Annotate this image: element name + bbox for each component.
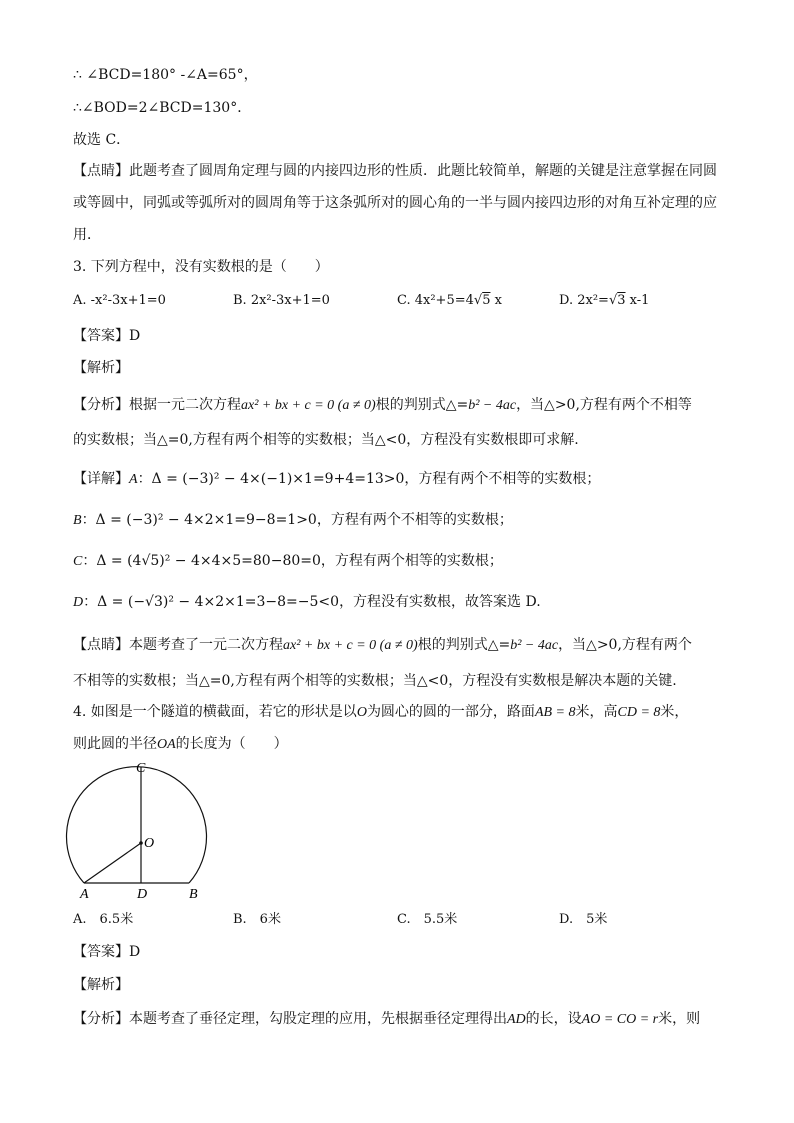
text-line: ∴ ∠BCD=180° -∠A=65°， <box>73 67 258 83</box>
q3-detail-c <box>73 551 503 572</box>
q4-answer: 【答案】D <box>73 944 141 960</box>
question-3-stem: 3. 下列方程中，没有实数根的是（ ） <box>73 259 329 275</box>
q3-option-d <box>559 291 649 311</box>
text: ，方程有两个不相等的实数根； <box>404 471 601 487</box>
text: 本题考查了垂径定理，勾股定理的应用，先根据垂径定理得出 <box>129 1011 507 1027</box>
label-d: D <box>137 887 148 902</box>
question-4-stem <box>73 734 288 755</box>
text: 根的判别式△= <box>417 637 511 653</box>
option-text: x-1 <box>625 293 650 308</box>
q3-analysis-line: 的实数根；当△=0,方程有两个相等的实数根；当△<0，方程没有实数根即可求解. <box>73 432 579 448</box>
q4-option-d: D. 5米 <box>559 912 608 927</box>
q3-analysis-line <box>73 395 692 416</box>
equation: CD = 8 <box>617 705 661 720</box>
text: 的长度为（ ） <box>175 736 288 752</box>
q3-detail-a <box>73 469 600 490</box>
equation: ：Δ = (−√3)² − 4×2×1=3−8=−5<0 <box>83 594 340 610</box>
equation: ：Δ = (−3)² − 4×(−1)×1=9+4=13>0 <box>137 471 405 487</box>
sqrt-sign: √ <box>473 293 483 308</box>
var: O <box>356 705 367 720</box>
text: 则此圆的半径 <box>73 736 157 752</box>
text: 米，高 <box>575 704 618 720</box>
label-o: O <box>144 836 155 851</box>
var: B <box>73 513 82 528</box>
q3-option-c <box>397 291 502 311</box>
text: 米， <box>660 704 689 720</box>
label-b: B <box>189 887 198 902</box>
text: ，方程有两个相等的实数根； <box>320 553 503 569</box>
q3-analysis-label: 【解析】 <box>73 360 129 376</box>
q3-option-a: A. -x²-3x+1=0 <box>73 293 166 308</box>
q4-analysis-label: 【解析】 <box>73 977 129 993</box>
var: C <box>73 554 83 569</box>
radicand: 3 <box>617 293 626 308</box>
option-text: x <box>490 293 502 308</box>
var: OA <box>157 737 176 752</box>
equation: ax² + bx + c = 0 (a ≠ 0) <box>241 398 376 413</box>
text: ，方程没有实数根，故答案选 D. <box>339 594 541 610</box>
q3-summary-line <box>73 635 692 656</box>
label: 【点睛】 <box>73 637 129 653</box>
tunnel-figure <box>62 755 232 903</box>
discriminant: b² − 4ac <box>468 398 517 413</box>
text-line: 故选 C． <box>73 132 131 148</box>
text: 米，则 <box>658 1011 701 1027</box>
text: 4. 如图是一个隧道的横截面，若它的形状是以 <box>73 704 357 720</box>
text: ，当△>0,方程有两个不相等 <box>516 397 692 413</box>
equation: ax² + bx + c = 0 (a ≠ 0) <box>283 638 418 653</box>
text-line: 【点睛】此题考查了圆周角定理与圆的内接四边形的性质．此题比较简单，解题的关键是注意掌握在同圆 <box>73 163 717 179</box>
q3-detail-b <box>73 510 513 531</box>
text: 根的判别式△= <box>375 397 469 413</box>
option-text: C. 4x²+5=4 <box>397 293 474 308</box>
q4-option-b: B. 6米 <box>233 912 281 927</box>
q3-summary-line: 不相等的实数根；当△=0,方程有两个相等的实数根；当△<0，方程没有实数根是解决本题的关键. <box>73 673 677 689</box>
text-line: 或等圆中，同弧或等弧所对的圆周角等于这条弧所对的圆心角的一半与圆内接四边形的对角互补定理的应 <box>73 195 717 211</box>
equation: AO = CO = r <box>581 1012 659 1027</box>
equation: ：Δ = (−3)² − 4×2×1=9−8=1>0 <box>81 512 317 528</box>
text-line: ∴∠BOD=2∠BCD=130°． <box>73 100 252 116</box>
discriminant: b² − 4ac <box>510 638 559 653</box>
q4-option-a: A. 6.5米 <box>73 912 134 927</box>
text: 的长，设 <box>525 1011 582 1027</box>
q3-answer: 【答案】D <box>73 328 141 344</box>
label-c: C <box>136 761 146 776</box>
radicand: 5 <box>482 293 491 308</box>
text: ，当△>0,方程有两个 <box>558 637 692 653</box>
equation: ：Δ = (4√5)² − 4×4×5=80−80=0 <box>82 553 321 569</box>
circle-arc <box>67 767 207 883</box>
equation: AB = 8 <box>534 705 576 720</box>
q4-option-c: C. 5.5米 <box>397 912 458 927</box>
question-4-stem <box>73 702 688 723</box>
center-point <box>139 841 143 845</box>
var: AD <box>507 1012 526 1027</box>
text: 本题考查了一元二次方程 <box>129 637 283 653</box>
text: 根据一元二次方程 <box>129 397 241 413</box>
var: D <box>73 595 84 610</box>
text: ，方程有两个不相等的实数根； <box>316 512 513 528</box>
text: 为圆心的圆的一部分，路面 <box>366 704 535 720</box>
text-line: 用． <box>73 227 101 243</box>
label: 【详解】 <box>73 471 129 487</box>
q4-analysis-line <box>73 1009 700 1030</box>
var: A <box>129 472 138 487</box>
sqrt-sign: √ <box>608 293 618 308</box>
label-a: A <box>80 887 89 902</box>
label: 【分析】 <box>73 397 129 413</box>
q3-detail-d <box>73 592 541 613</box>
label: 【分析】 <box>73 1011 129 1027</box>
option-text: D. 2x²= <box>559 293 609 308</box>
q3-option-b: B. 2x²-3x+1=0 <box>233 293 330 308</box>
segment-oa <box>84 843 141 883</box>
